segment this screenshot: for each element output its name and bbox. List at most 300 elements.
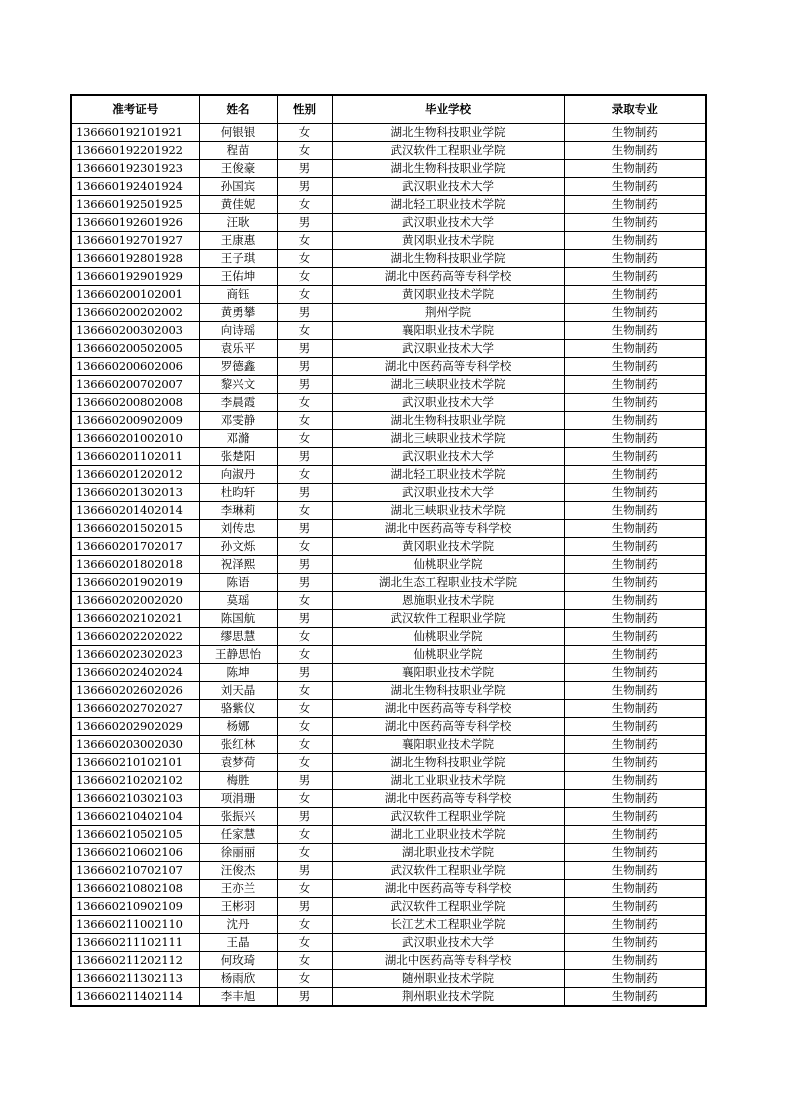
major-cell: 生物制药: [564, 736, 706, 754]
name-cell: 王晶: [199, 934, 277, 952]
gender-cell: 女: [277, 538, 332, 556]
exam-number-cell: 136660200102001: [71, 286, 199, 304]
major-cell: 生物制药: [564, 808, 706, 826]
name-cell: 任家慧: [199, 826, 277, 844]
major-cell: 生物制药: [564, 214, 706, 232]
table-row: [71, 880, 706, 898]
gender-cell: 男: [277, 556, 332, 574]
table-row: [71, 430, 706, 448]
major-cell: 生物制药: [564, 628, 706, 646]
table-row: [71, 376, 706, 394]
gender-cell: 女: [277, 412, 332, 430]
header-row: [71, 95, 706, 124]
name-cell: 刘传忠: [199, 520, 277, 538]
name-cell: 王子琪: [199, 250, 277, 268]
name-cell: 李晨霞: [199, 394, 277, 412]
school-cell: 襄阳职业技术学院: [332, 664, 564, 682]
major-cell: 生物制药: [564, 898, 706, 916]
table-row: [71, 286, 706, 304]
major-cell: 生物制药: [564, 196, 706, 214]
exam-number-cell: 136660202202022: [71, 628, 199, 646]
gender-cell: 女: [277, 682, 332, 700]
exam-number-cell: 136660211002110: [71, 916, 199, 934]
gender-cell: 女: [277, 124, 332, 142]
table-row: [71, 718, 706, 736]
school-cell: 湖北三峡职业技术学院: [332, 430, 564, 448]
name-cell: 王彬羽: [199, 898, 277, 916]
major-cell: 生物制药: [564, 754, 706, 772]
major-cell: 生物制药: [564, 790, 706, 808]
table-row: [71, 862, 706, 880]
school-cell: 湖北中医药高等专科学校: [332, 718, 564, 736]
table-row: [71, 754, 706, 772]
table-row: [71, 682, 706, 700]
gender-cell: 女: [277, 196, 332, 214]
gender-cell: 女: [277, 322, 332, 340]
name-cell: 袁乐平: [199, 340, 277, 358]
name-cell: 张红林: [199, 736, 277, 754]
name-cell: 孙国宾: [199, 178, 277, 196]
school-cell: 荆州学院: [332, 304, 564, 322]
gender-cell: 男: [277, 574, 332, 592]
gender-cell: 男: [277, 610, 332, 628]
table-row: [71, 142, 706, 160]
name-cell: 项涓珊: [199, 790, 277, 808]
exam-number-cell: 136660192401924: [71, 178, 199, 196]
gender-cell: 女: [277, 268, 332, 286]
table-row: [71, 214, 706, 232]
gender-cell: 女: [277, 880, 332, 898]
table-row: [71, 196, 706, 214]
exam-number-cell: 136660200802008: [71, 394, 199, 412]
school-cell: 湖北中医药高等专科学校: [332, 700, 564, 718]
school-cell: 湖北中医药高等专科学校: [332, 880, 564, 898]
table-row: [71, 772, 706, 790]
gender-cell: 女: [277, 250, 332, 268]
major-cell: 生物制药: [564, 538, 706, 556]
gender-cell: 女: [277, 646, 332, 664]
gender-cell: 女: [277, 718, 332, 736]
gender-cell: 女: [277, 826, 332, 844]
school-cell: 武汉软件工程职业学院: [332, 862, 564, 880]
exam-number-cell: 136660201502015: [71, 520, 199, 538]
exam-number-cell: 136660210402104: [71, 808, 199, 826]
exam-number-cell: 136660201202012: [71, 466, 199, 484]
exam-number-cell: 136660192901929: [71, 268, 199, 286]
table-row: [71, 952, 706, 970]
name-cell: 陈语: [199, 574, 277, 592]
name-cell: 杨娜: [199, 718, 277, 736]
table-row: [71, 412, 706, 430]
gender-cell: 女: [277, 394, 332, 412]
school-cell: 湖北生物科技职业学院: [332, 124, 564, 142]
name-cell: 黎兴文: [199, 376, 277, 394]
table-row: [71, 898, 706, 916]
name-cell: 程苗: [199, 142, 277, 160]
table-row: [71, 646, 706, 664]
major-cell: 生物制药: [564, 682, 706, 700]
school-cell: 湖北轻工职业技术学院: [332, 466, 564, 484]
exam-number-cell: 136660200702007: [71, 376, 199, 394]
major-cell: 生物制药: [564, 718, 706, 736]
table-row: [71, 628, 706, 646]
school-cell: 武汉软件工程职业学院: [332, 808, 564, 826]
table-row: [71, 124, 706, 142]
header-name: 姓名: [199, 95, 277, 124]
major-cell: 生物制药: [564, 826, 706, 844]
name-cell: 向诗瑶: [199, 322, 277, 340]
school-cell: 仙桃职业学院: [332, 646, 564, 664]
school-cell: 武汉软件工程职业学院: [332, 142, 564, 160]
gender-cell: 男: [277, 520, 332, 538]
name-cell: 汪耿: [199, 214, 277, 232]
gender-cell: 男: [277, 340, 332, 358]
exam-number-cell: 136660200202002: [71, 304, 199, 322]
name-cell: 邓雯静: [199, 412, 277, 430]
major-cell: 生物制药: [564, 700, 706, 718]
gender-cell: 女: [277, 934, 332, 952]
name-cell: 张振兴: [199, 808, 277, 826]
exam-number-cell: 136660210902109: [71, 898, 199, 916]
exam-number-cell: 136660202002020: [71, 592, 199, 610]
exam-number-cell: 136660202102021: [71, 610, 199, 628]
exam-number-cell: 136660192601926: [71, 214, 199, 232]
major-cell: 生物制药: [564, 466, 706, 484]
major-cell: 生物制药: [564, 142, 706, 160]
gender-cell: 女: [277, 916, 332, 934]
school-cell: 湖北中医药高等专科学校: [332, 268, 564, 286]
gender-cell: 女: [277, 430, 332, 448]
table-row: [71, 556, 706, 574]
name-cell: 何银银: [199, 124, 277, 142]
gender-cell: 女: [277, 628, 332, 646]
gender-cell: 男: [277, 358, 332, 376]
name-cell: 莫瑶: [199, 592, 277, 610]
exam-number-cell: 136660201002010: [71, 430, 199, 448]
major-cell: 生物制药: [564, 880, 706, 898]
major-cell: 生物制药: [564, 178, 706, 196]
gender-cell: 男: [277, 808, 332, 826]
table-row: [71, 232, 706, 250]
exam-number-cell: 136660210702107: [71, 862, 199, 880]
table-row: [71, 970, 706, 988]
name-cell: 孙文烁: [199, 538, 277, 556]
exam-number-cell: 136660192201922: [71, 142, 199, 160]
name-cell: 张楚阳: [199, 448, 277, 466]
exam-number-cell: 136660210202102: [71, 772, 199, 790]
school-cell: 随州职业技术学院: [332, 970, 564, 988]
header-major: 录取专业: [564, 95, 706, 124]
name-cell: 商钰: [199, 286, 277, 304]
gender-cell: 女: [277, 592, 332, 610]
table-row: [71, 268, 706, 286]
major-cell: 生物制药: [564, 430, 706, 448]
gender-cell: 男: [277, 988, 332, 1007]
name-cell: 袁梦荷: [199, 754, 277, 772]
major-cell: 生物制药: [564, 268, 706, 286]
table-row: [71, 502, 706, 520]
school-cell: 湖北工业职业技术学院: [332, 772, 564, 790]
exam-number-cell: 136660210102101: [71, 754, 199, 772]
gender-cell: 女: [277, 952, 332, 970]
gender-cell: 女: [277, 970, 332, 988]
major-cell: 生物制药: [564, 592, 706, 610]
table-body: [71, 124, 706, 1007]
table-row: [71, 844, 706, 862]
table-row: [71, 664, 706, 682]
major-cell: 生物制药: [564, 772, 706, 790]
school-cell: 仙桃职业学院: [332, 628, 564, 646]
table-row: [71, 574, 706, 592]
table-row: [71, 610, 706, 628]
school-cell: 仙桃职业学院: [332, 556, 564, 574]
gender-cell: 男: [277, 214, 332, 232]
gender-cell: 男: [277, 376, 332, 394]
gender-cell: 男: [277, 160, 332, 178]
major-cell: 生物制药: [564, 970, 706, 988]
gender-cell: 男: [277, 304, 332, 322]
header-school: 毕业学校: [332, 95, 564, 124]
name-cell: 黄勇攀: [199, 304, 277, 322]
school-cell: 襄阳职业技术学院: [332, 322, 564, 340]
major-cell: 生物制药: [564, 124, 706, 142]
school-cell: 湖北生物科技职业学院: [332, 412, 564, 430]
name-cell: 杜昀轩: [199, 484, 277, 502]
name-cell: 杨雨欣: [199, 970, 277, 988]
exam-number-cell: 136660200302003: [71, 322, 199, 340]
major-cell: 生物制药: [564, 934, 706, 952]
major-cell: 生物制药: [564, 502, 706, 520]
exam-number-cell: 136660210502105: [71, 826, 199, 844]
school-cell: 长江艺术工程职业学院: [332, 916, 564, 934]
gender-cell: 女: [277, 790, 332, 808]
major-cell: 生物制药: [564, 376, 706, 394]
name-cell: 王佑坤: [199, 268, 277, 286]
name-cell: 邓滫: [199, 430, 277, 448]
gender-cell: 女: [277, 232, 332, 250]
school-cell: 湖北三峡职业技术学院: [332, 376, 564, 394]
exam-number-cell: 136660201802018: [71, 556, 199, 574]
gender-cell: 女: [277, 736, 332, 754]
school-cell: 武汉职业技术大学: [332, 340, 564, 358]
header-gender: 性别: [277, 95, 332, 124]
school-cell: 湖北三峡职业技术学院: [332, 502, 564, 520]
major-cell: 生物制药: [564, 250, 706, 268]
table-row: [71, 916, 706, 934]
exam-number-cell: 136660211302113: [71, 970, 199, 988]
school-cell: 湖北生物科技职业学院: [332, 754, 564, 772]
name-cell: 向淑丹: [199, 466, 277, 484]
gender-cell: 女: [277, 466, 332, 484]
school-cell: 湖北生物科技职业学院: [332, 160, 564, 178]
school-cell: 武汉软件工程职业学院: [332, 898, 564, 916]
exam-number-cell: 136660192501925: [71, 196, 199, 214]
exam-number-cell: 136660210802108: [71, 880, 199, 898]
major-cell: 生物制药: [564, 232, 706, 250]
exam-number-cell: 136660211202112: [71, 952, 199, 970]
exam-number-cell: 136660192701927: [71, 232, 199, 250]
name-cell: 何玫琦: [199, 952, 277, 970]
table-row: [71, 538, 706, 556]
major-cell: 生物制药: [564, 862, 706, 880]
exam-number-cell: 136660201302013: [71, 484, 199, 502]
exam-number-cell: 136660211402114: [71, 988, 199, 1007]
exam-number-cell: 136660192801928: [71, 250, 199, 268]
gender-cell: 男: [277, 664, 332, 682]
major-cell: 生物制药: [564, 610, 706, 628]
school-cell: 恩施职业技术学院: [332, 592, 564, 610]
school-cell: 荆州职业技术学院: [332, 988, 564, 1007]
gender-cell: 男: [277, 898, 332, 916]
exam-number-cell: 136660203002030: [71, 736, 199, 754]
major-cell: 生物制药: [564, 322, 706, 340]
table-row: [71, 358, 706, 376]
name-cell: 缪思慧: [199, 628, 277, 646]
major-cell: 生物制药: [564, 952, 706, 970]
exam-number-cell: 136660210302103: [71, 790, 199, 808]
school-cell: 湖北生物科技职业学院: [332, 250, 564, 268]
school-cell: 湖北职业技术学院: [332, 844, 564, 862]
gender-cell: 女: [277, 844, 332, 862]
table-row: [71, 466, 706, 484]
gender-cell: 男: [277, 484, 332, 502]
name-cell: 徐丽丽: [199, 844, 277, 862]
name-cell: 王俊豪: [199, 160, 277, 178]
major-cell: 生物制药: [564, 556, 706, 574]
name-cell: 骆紫仪: [199, 700, 277, 718]
gender-cell: 男: [277, 862, 332, 880]
exam-number-cell: 136660201702017: [71, 538, 199, 556]
major-cell: 生物制药: [564, 988, 706, 1007]
school-cell: 黄冈职业技术学院: [332, 232, 564, 250]
school-cell: 襄阳职业技术学院: [332, 736, 564, 754]
exam-number-cell: 136660200502005: [71, 340, 199, 358]
name-cell: 沈丹: [199, 916, 277, 934]
name-cell: 李琳莉: [199, 502, 277, 520]
table-row: [71, 592, 706, 610]
table-row: [71, 808, 706, 826]
school-cell: 武汉软件工程职业学院: [332, 610, 564, 628]
major-cell: 生物制药: [564, 520, 706, 538]
table-row: [71, 304, 706, 322]
major-cell: 生物制药: [564, 916, 706, 934]
exam-number-cell: 136660201102011: [71, 448, 199, 466]
exam-number-cell: 136660201902019: [71, 574, 199, 592]
name-cell: 黄佳妮: [199, 196, 277, 214]
major-cell: 生物制药: [564, 160, 706, 178]
table-row: [71, 448, 706, 466]
exam-number-cell: 136660202602026: [71, 682, 199, 700]
name-cell: 梅胜: [199, 772, 277, 790]
exam-number-cell: 136660210602106: [71, 844, 199, 862]
gender-cell: 女: [277, 142, 332, 160]
gender-cell: 女: [277, 286, 332, 304]
name-cell: 王亦兰: [199, 880, 277, 898]
name-cell: 王静思怡: [199, 646, 277, 664]
major-cell: 生物制药: [564, 412, 706, 430]
table-row: [71, 160, 706, 178]
gender-cell: 男: [277, 772, 332, 790]
school-cell: 武汉职业技术大学: [332, 484, 564, 502]
gender-cell: 女: [277, 754, 332, 772]
table-row: [71, 394, 706, 412]
name-cell: 刘天晶: [199, 682, 277, 700]
school-cell: 湖北生态工程职业技术学院: [332, 574, 564, 592]
table-row: [71, 988, 706, 1007]
table-row: [71, 736, 706, 754]
exam-number-cell: 136660201402014: [71, 502, 199, 520]
major-cell: 生物制药: [564, 394, 706, 412]
school-cell: 湖北中医药高等专科学校: [332, 358, 564, 376]
exam-number-cell: 136660200902009: [71, 412, 199, 430]
major-cell: 生物制药: [564, 358, 706, 376]
school-cell: 武汉职业技术大学: [332, 448, 564, 466]
school-cell: 湖北生物科技职业学院: [332, 682, 564, 700]
major-cell: 生物制药: [564, 484, 706, 502]
school-cell: 黄冈职业技术学院: [332, 538, 564, 556]
school-cell: 黄冈职业技术学院: [332, 286, 564, 304]
exam-number-cell: 136660202302023: [71, 646, 199, 664]
major-cell: 生物制药: [564, 646, 706, 664]
table-row: [71, 700, 706, 718]
gender-cell: 女: [277, 700, 332, 718]
exam-number-cell: 136660202402024: [71, 664, 199, 682]
exam-number-cell: 136660200602006: [71, 358, 199, 376]
exam-number-cell: 136660192101921: [71, 124, 199, 142]
name-cell: 王康惠: [199, 232, 277, 250]
major-cell: 生物制药: [564, 448, 706, 466]
exam-number-cell: 136660211102111: [71, 934, 199, 952]
table-row: [71, 826, 706, 844]
exam-number-cell: 136660192301923: [71, 160, 199, 178]
exam-number-cell: 136660202902029: [71, 718, 199, 736]
name-cell: 李丰旭: [199, 988, 277, 1007]
exam-number-cell: 136660202702027: [71, 700, 199, 718]
table-row: [71, 520, 706, 538]
table-row: [71, 934, 706, 952]
school-cell: 武汉职业技术大学: [332, 934, 564, 952]
name-cell: 陈坤: [199, 664, 277, 682]
name-cell: 陈国航: [199, 610, 277, 628]
major-cell: 生物制药: [564, 574, 706, 592]
school-cell: 湖北轻工职业技术学院: [332, 196, 564, 214]
table-row: [71, 250, 706, 268]
table-row: [71, 322, 706, 340]
major-cell: 生物制药: [564, 664, 706, 682]
table-row: [71, 484, 706, 502]
major-cell: 生物制药: [564, 340, 706, 358]
admission-table: [70, 94, 707, 1007]
school-cell: 湖北中医药高等专科学校: [332, 790, 564, 808]
name-cell: 祝泽熙: [199, 556, 277, 574]
table-row: [71, 178, 706, 196]
header-exam-number: 准考证号: [71, 95, 199, 124]
school-cell: 武汉职业技术大学: [332, 394, 564, 412]
gender-cell: 女: [277, 502, 332, 520]
name-cell: 汪俊杰: [199, 862, 277, 880]
school-cell: 武汉职业技术大学: [332, 214, 564, 232]
table-row: [71, 340, 706, 358]
school-cell: 湖北中医药高等专科学校: [332, 952, 564, 970]
major-cell: 生物制药: [564, 286, 706, 304]
major-cell: 生物制药: [564, 844, 706, 862]
school-cell: 湖北工业职业技术学院: [332, 826, 564, 844]
name-cell: 罗德鑫: [199, 358, 277, 376]
gender-cell: 男: [277, 448, 332, 466]
table-row: [71, 790, 706, 808]
school-cell: 湖北中医药高等专科学校: [332, 520, 564, 538]
gender-cell: 男: [277, 178, 332, 196]
